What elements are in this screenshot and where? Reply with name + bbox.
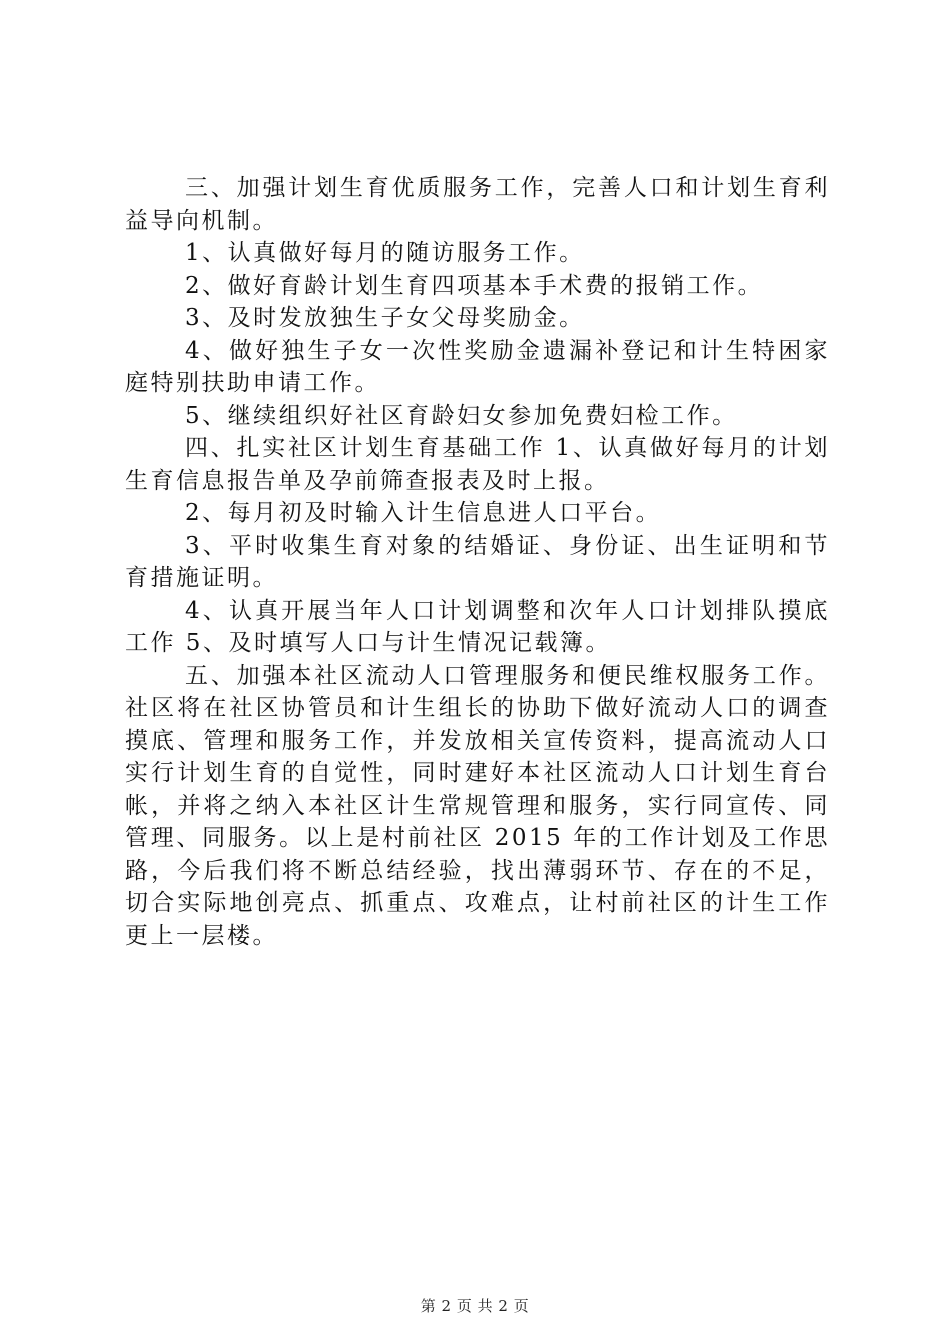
document-body [125,172,830,952]
section-three-heading: 三、加强计划生育优质服务工作，完善人口和计划生育利益导向机制。 [125,175,830,234]
section-three-item-3: 3、及时发放独生子女父母奖励金。 [185,305,585,331]
section-three-item-4: 4、做好独生子女一次性奖励金遗漏补登记和计生特困家庭特别扶助申请工作。 [125,337,830,396]
section-four-item-3: 3、平时收集生育对象的结婚证、身份证、出生证明和节育措施证明。 [125,532,830,591]
section-four-heading: 四、扎实社区计划生育基础工作 1、认真做好每月的计划生育信息报告单及孕前筛查报表及时上报。 [125,435,830,494]
section-three-item-5: 5、继续组织好社区育龄妇女参加免费妇检工作。 [185,402,738,429]
section-three-item-1: 1、认真做好每月的随访服务工作。 [185,240,585,266]
page-footer: 第 2 页 共 2 页 [420,1297,530,1315]
section-four-item-2: 2、每月初及时输入计生信息进人口平台。 [185,500,662,526]
section-three-item-2: 2、做好育龄计划生育四项基本手术费的报销工作。 [185,272,764,299]
section-four-item-4: 4、认真开展当年人口计划调整和次年人口计划排队摸底工作 5、及时填写人口与计生情况记载簿。 [125,597,830,656]
section-five-paragraph: 五、加强本社区流动人口管理服务和便民维权服务工作。社区将在社区协管员和计生组长的协助下做好流动人口的调查摸底、管理和服务工作，并发放相关宣传资料，提高流动人口实行计划生育的自觉性，同时建好本社区流动人口计划生育台帐，并将之纳入本社区计生常规管理和服务，实行同宣传、同管理、同服务。以上是村前社区 2015 年的工作计划及工作思路，今后我们将不断总结经验，找出薄弱环节、存在的不足，切合实际地创亮点、抓重点、攻难点，让村前社区的计生工作更上一层楼。 [125,662,830,949]
